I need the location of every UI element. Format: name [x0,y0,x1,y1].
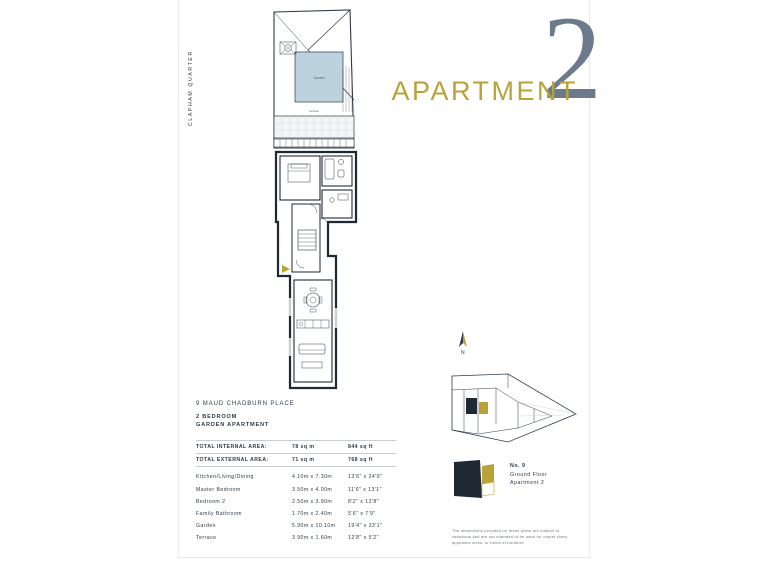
room-label: Garden [196,523,217,530]
room-imperial: 11'6" x 13'1" [348,486,382,493]
table-row [196,441,396,454]
room-metric: 2.50m x 3.90m [292,498,333,505]
site-plan-accent [479,402,488,414]
table-row [196,496,396,508]
brand-side-label [186,0,194,126]
compass [452,330,474,356]
area-label: TOTAL INTERNAL AREA: [196,441,292,454]
site-plan-highlight [466,398,477,414]
address-line-2: 2 BEDROOM [196,414,238,420]
address-line-1: 9 MAUD CHADBURN PLACE [196,401,295,407]
disclaimer-text: The dimensions provided on these plans are subject to variations and are not intended to be used for carpet sizes, appliance sizes, or items of furniture. [452,528,569,546]
area-metric: 71 sq m [292,454,348,467]
room-imperial: 12'8" x 5'2" [348,535,379,542]
key-title: No. 9 [510,463,526,469]
plan-interior [276,152,356,388]
compass-north-label: N [460,350,466,356]
table-row [196,520,396,532]
table-row [196,471,396,483]
room-label: Bedroom 2 [196,498,226,505]
compass-needle-icon [452,330,474,350]
apartment-number: 2 [542,0,598,124]
area-imperial: 768 sq ft [348,454,396,467]
room-imperial: 5'6" x 7'9" [348,511,376,518]
room-metric: 4.10m x 7.30m [292,474,333,481]
room-label: Master Bedroom [196,486,241,493]
svg-text:Garden: Garden [313,76,325,80]
address-block [196,401,295,429]
room-label: Family Bathroom [196,511,242,518]
room-imperial: 13'6" x 24'0" [348,474,383,481]
key-text [510,462,547,488]
room-label: Terrace [196,535,217,542]
key-swatch-icon [452,458,498,500]
table-row [196,508,396,520]
room-imperial: 19'4" x 33'1" [348,523,383,530]
room-metric: 1.70m x 2.40m [292,511,333,518]
area-label: TOTAL EXTERNAL AREA: [196,454,292,467]
floor-plan-drawing [268,8,364,393]
key-line-2: Ground Floor [510,472,548,479]
room-metric: 5.90m x 10.10m [292,523,336,530]
room-label: Kitchen/Living/Dining [196,474,254,481]
room-imperial: 8'2" x 12'8" [348,498,379,505]
plan-garden-area [274,10,354,148]
table-row [196,532,396,544]
table-row [196,484,396,496]
table-row [196,454,396,467]
room-metric: 3.50m x 4.00m [292,486,333,493]
svg-text:Terrace: Terrace [308,109,320,113]
site-plan [448,368,580,448]
brand-side-label-text: CLAPHAM QUARTER [188,50,194,126]
key-line-3: Apartment 2 [510,480,545,487]
area-metric: 78 sq m [292,441,348,454]
area-imperial: 844 sq ft [348,441,396,454]
address-line-3: GARDEN APARTMENT [196,422,270,428]
area-schedule [196,440,396,545]
room-metric: 3.90m x 1.60m [292,535,333,542]
apartment-word: APARTMENT [391,76,578,106]
